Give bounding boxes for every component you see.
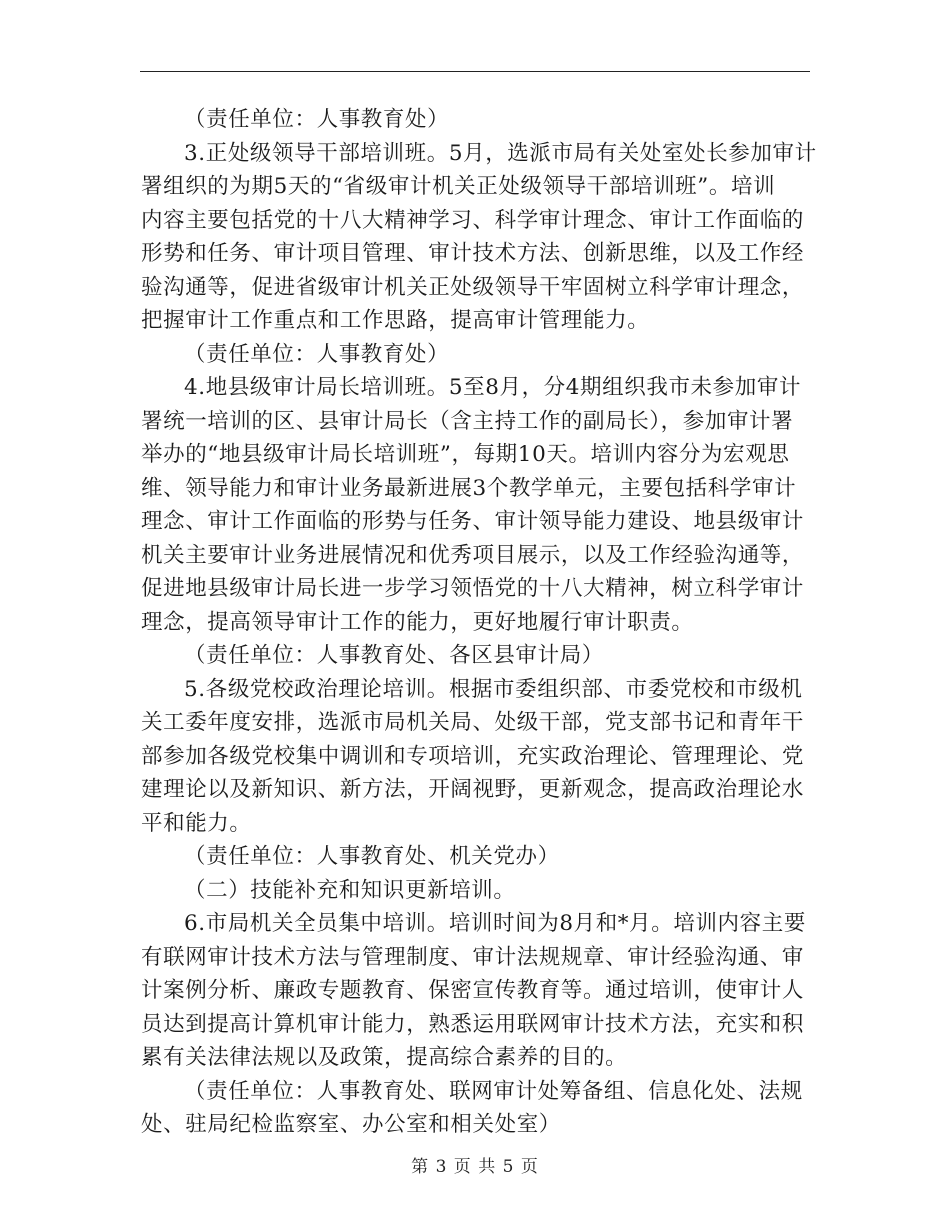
text-line: 形势和任务、审计项目管理、审计技术方法、创新思维，以及工作经 bbox=[141, 241, 805, 266]
text-line: （责任单位：人事教育处） bbox=[184, 107, 450, 132]
text-line: 平和能力。 bbox=[141, 810, 252, 836]
text-line: 内容主要包括党的十八大精神学习、科学审计理念、审计工作面临的 bbox=[141, 207, 805, 233]
paragraph-p2 bbox=[141, 137, 817, 338]
paragraph-p9 bbox=[141, 907, 811, 1075]
page-number: 第 3 页 共 5 页 bbox=[411, 1157, 539, 1177]
text-line: （二）技能补充和知识更新培训。 bbox=[184, 877, 516, 903]
paragraph-p6 bbox=[141, 673, 811, 841]
text-line: 举办的“地县级审计局长培训班”，每期10天。培训内容分为宏观思 bbox=[141, 442, 790, 467]
paragraph-p5 bbox=[141, 639, 811, 673]
text-line: 计案例分析、廉政专题教育、保密宣传教育等。通过培训，使审计人 bbox=[141, 978, 805, 1003]
paragraph-p8 bbox=[141, 874, 811, 908]
text-line: 关工委年度安排，选派市局机关局、处级干部，党支部书记和青年干 bbox=[141, 710, 805, 735]
text-line: 4.地县级审计局长培训班。5至8月，分4期组织我市未参加审计 bbox=[184, 375, 802, 400]
text-line: 3.正处级领导干部培训班。5月，选派市局有关处室处长参加审计 bbox=[184, 140, 817, 166]
text-line: 理念，提高领导审计工作的能力，更好地履行审计职责。 bbox=[141, 609, 694, 635]
paragraph-p10 bbox=[141, 1075, 811, 1142]
text-line: （责任单位：人事教育处、各区县审计局） bbox=[184, 643, 604, 668]
text-line: 验沟通等，促进省级审计机关正处级领导干牢固树立科学审计理念， bbox=[141, 274, 805, 300]
paragraph-p3 bbox=[141, 338, 811, 372]
text-line: 署组织的为期5天的“省级审计机关正处级领导干部培训班”。培训 bbox=[141, 174, 776, 199]
paragraph-p4 bbox=[141, 371, 811, 639]
text-line: 促进地县级审计局长进一步学习领悟党的十八大精神，树立科学审计 bbox=[141, 576, 805, 601]
text-line: 维、领导能力和审计业务最新进展3个教学单元，主要包括科学审计 bbox=[141, 475, 797, 501]
text-line: 理念、审计工作面临的形势与任务、审计领导能力建设、地县级审计 bbox=[141, 509, 805, 534]
paragraph-p1 bbox=[141, 103, 811, 137]
text-line: 处、驻局纪检监察室、办公室和相关处室） bbox=[141, 1112, 561, 1137]
text-line: 6.市局机关全员集中培训。培训时间为8月和*月。培训内容主要 bbox=[184, 911, 806, 936]
text-line: 建理论以及新知识、新方法，开阔视野，更新观念，提高政治理论水 bbox=[141, 777, 805, 802]
text-line: 机关主要审计业务进展情况和优秀项目展示，以及工作经验沟通等， bbox=[141, 542, 805, 568]
text-line: 累有关法律法规以及政策，提高综合素养的目的。 bbox=[141, 1045, 628, 1070]
text-line: 有联网审计技术方法与管理制度、审计法规规章、审计经验沟通、审 bbox=[141, 944, 805, 970]
paragraph-p7 bbox=[141, 840, 811, 874]
text-line: 署统一培训的区、县审计局长（含主持工作的副局长），参加审计署 bbox=[141, 408, 794, 434]
text-line: 5.各级党校政治理论培训。根据市委组织部、市委党校和市级机 bbox=[184, 676, 803, 702]
text-line: （责任单位：人事教育处、机关党办） bbox=[184, 844, 560, 869]
header-rule bbox=[140, 71, 810, 72]
text-line: （责任单位：人事教育处） bbox=[184, 341, 450, 367]
document-body bbox=[141, 103, 817, 1142]
text-line: 把握审计工作重点和工作思路，提高审计管理能力。 bbox=[141, 308, 650, 333]
text-line: 员达到提高计算机审计能力，熟悉运用联网审计技术方法，充实和积 bbox=[141, 1011, 805, 1037]
text-line: 部参加各级党校集中调训和专项培训，充实政治理论、管理理论、党 bbox=[141, 743, 805, 769]
text-line: （责任单位：人事教育处、联网审计处筹备组、信息化处、法规 bbox=[184, 1078, 803, 1104]
